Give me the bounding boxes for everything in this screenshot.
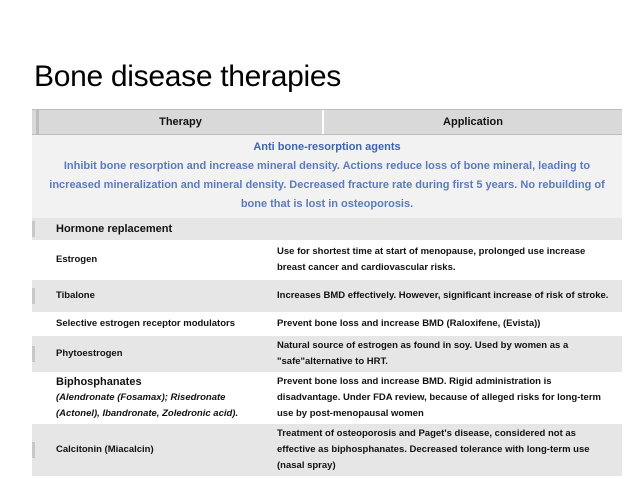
application-cell: Natural source of estrogen as found in soy. Used by women as a "safe"alternative to HRT. — [277, 340, 569, 367]
table-header — [32, 109, 622, 135]
therapy-table — [32, 109, 622, 476]
therapy-column-header: Therapy — [36, 110, 322, 134]
therapy-cell — [32, 374, 270, 422]
table-row-phytoestrogen — [32, 336, 622, 372]
application-cell: Prevent bone loss and increase BMD. Rigid administration is disadvantage. Under FDA review, because of alleged risks for long-term use by post-menopausal women — [277, 376, 601, 419]
therapy-cell: Phytoestrogen — [32, 346, 270, 362]
therapy-examples: (Alendronate (Fosamax); Risedronate (Actonel), Ibandronate, Zoledronic acid). — [56, 392, 239, 419]
table-row-serm — [32, 312, 622, 336]
therapy-cell: Calcitonin (Miacalcin) — [32, 442, 270, 458]
table-row-estrogen — [32, 240, 622, 280]
table-row-tibalone — [32, 280, 622, 312]
table-row-calcitonin — [32, 424, 622, 476]
section-description: Inhibit bone resorption and increase mineral density. Actions reduce loss of bone mineral, leading to increased mineralization and mineral density. Decreased fracture rate during first 5 years. No rebuilding of bone that is lost in osteoporosis. — [49, 160, 605, 210]
application-cell: Increases BMD effectively. However, significant increase of risk of stroke. — [277, 290, 609, 301]
application-cell: Treatment of osteoporosis and Paget's disease, considered not as effective as biphosphanates. Decreased tolerance with long-term use (nasal spray) — [277, 428, 590, 471]
therapy-cell: Selective estrogen receptor modulators — [56, 318, 235, 329]
therapy-cell: Hormone replacement — [32, 221, 270, 237]
therapy-cell: Estrogen — [56, 254, 98, 265]
application-cell: Use for shortest time at start of menopause, prolonged use increase breast cancer and cardiovascular risks. — [277, 246, 586, 273]
therapy-cell: Tibalone — [32, 288, 270, 304]
table-row-biphosphanates — [32, 372, 622, 424]
section-heading: Anti bone-resorption agents — [253, 141, 401, 153]
application-cell: Prevent bone loss and increase BMD (Raloxifene, (Evista)) — [277, 318, 541, 329]
therapy-name: Biphosphanates — [56, 376, 142, 388]
anti-resorption-section — [32, 135, 622, 218]
slide-title: Bone disease therapies — [34, 60, 341, 93]
application-column-header: Application — [322, 110, 622, 134]
table-row-hormone-replacement — [32, 218, 622, 240]
